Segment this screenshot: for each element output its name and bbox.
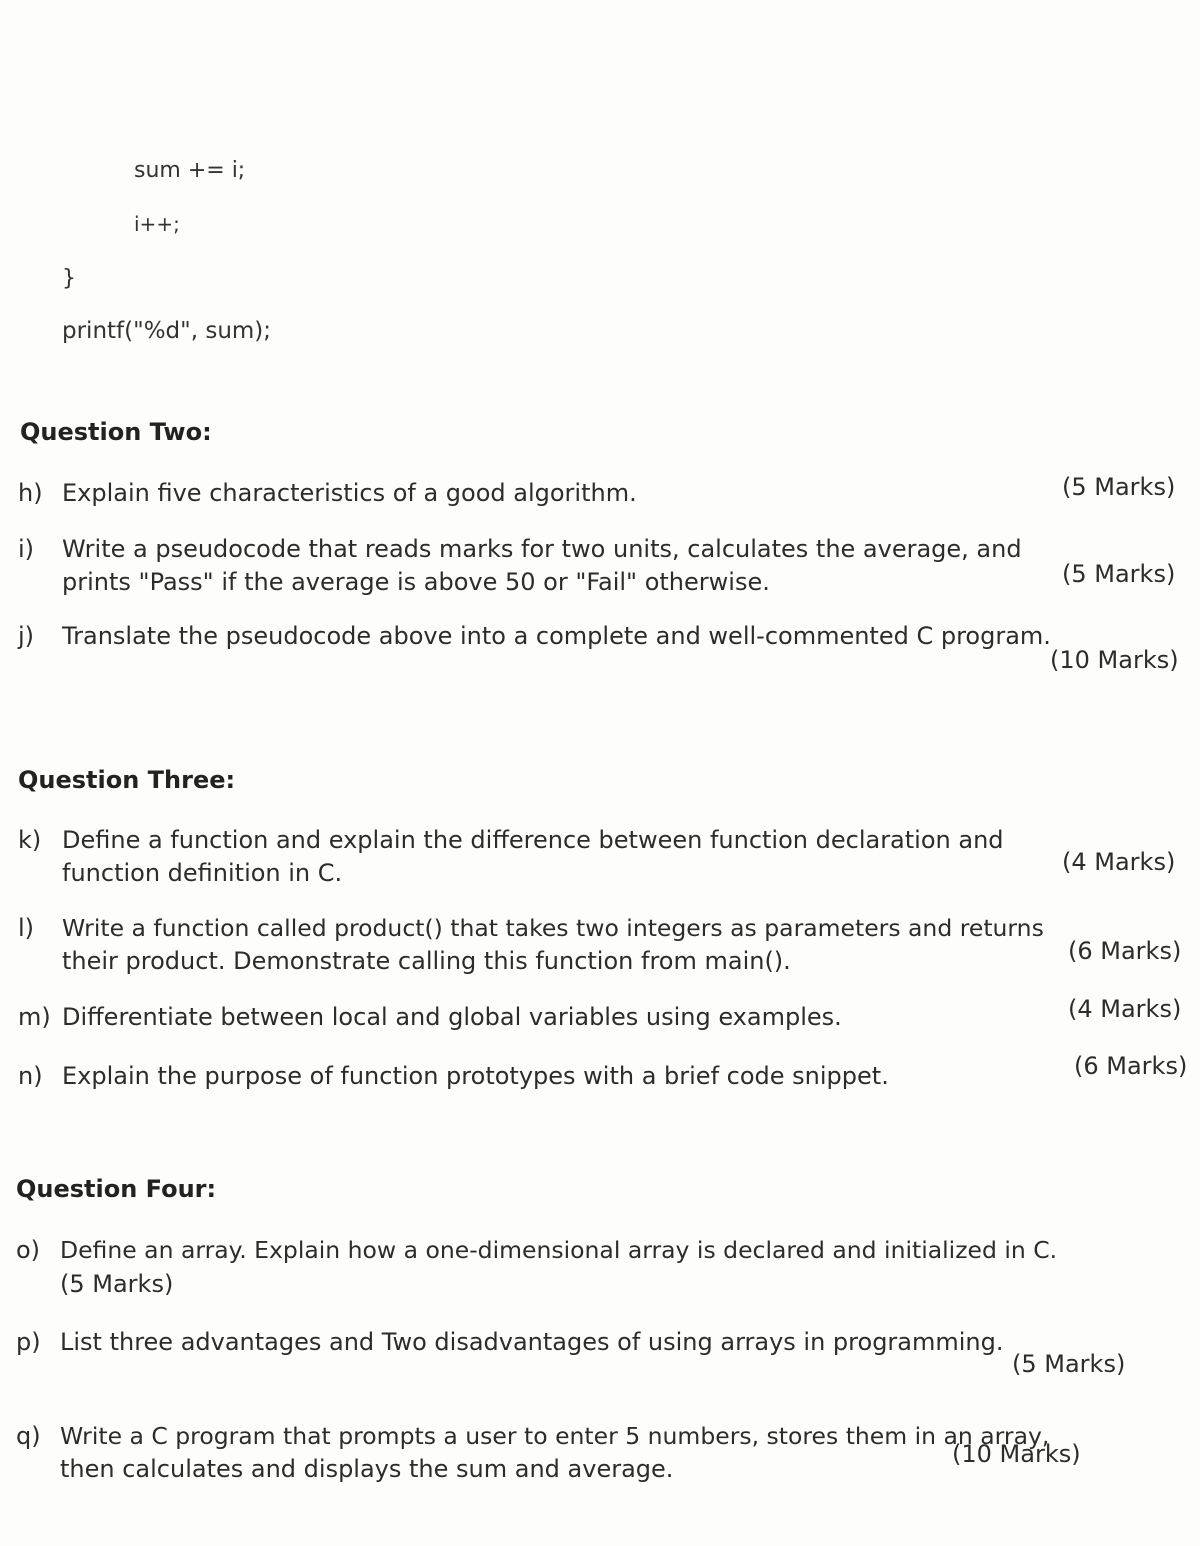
- question-item-m: [18, 1001, 1188, 1034]
- item-marks-h: (5 Marks): [1062, 473, 1176, 501]
- code-line-printf: printf("%d", sum);: [62, 318, 272, 344]
- item-letter: l): [18, 914, 35, 942]
- item-text-continued: function definition in C.: [62, 859, 343, 887]
- item-marks-q: (10 Marks): [952, 1440, 1081, 1468]
- item-letter: p): [16, 1328, 41, 1356]
- item-letter: j): [18, 622, 35, 650]
- item-letter: m): [18, 1003, 51, 1031]
- item-text: Define an array. Explain how a one-dimensional array is declared and initialized in C.: [60, 1236, 1058, 1264]
- item-letter: q): [16, 1422, 41, 1450]
- item-marks-m: (4 Marks): [1068, 995, 1182, 1023]
- item-text: Write a function called product() that takes two integers as parameters and returns: [62, 914, 1044, 942]
- question-item-p: [16, 1326, 1186, 1359]
- item-text-continued: prints "Pass" if the average is above 50 or "Fail" otherwise.: [62, 568, 770, 596]
- question-item-h: [18, 477, 1188, 510]
- item-letter: o): [16, 1236, 41, 1264]
- item-marks-n: (6 Marks): [1074, 1052, 1188, 1080]
- item-text: Define a function and explain the difference between function declaration and: [62, 826, 1004, 854]
- question-three-heading: Question Three:: [18, 766, 236, 794]
- code-line-sum: sum += i;: [134, 158, 246, 183]
- item-text: List three advantages and Two disadvantages of using arrays in programming.: [60, 1328, 1004, 1356]
- question-item-n: [18, 1060, 1188, 1093]
- item-letter: i): [18, 535, 35, 563]
- item-letter: h): [18, 479, 43, 507]
- item-marks-p: (5 Marks): [1012, 1350, 1126, 1378]
- item-text: Explain the purpose of function prototypes with a brief code snippet.: [62, 1062, 889, 1090]
- question-four-heading: Question Four:: [16, 1175, 217, 1203]
- item-letter: k): [18, 826, 42, 854]
- item-text: Write a pseudocode that reads marks for two units, calculates the average, and: [62, 535, 1022, 563]
- code-line-increment: i++;: [134, 212, 180, 236]
- question-item-l: [18, 912, 1188, 978]
- question-item-j: [18, 620, 1188, 653]
- item-marks-i: (5 Marks): [1062, 560, 1176, 588]
- question-two-heading: Question Two:: [20, 418, 212, 446]
- question-item-k: [18, 824, 1188, 890]
- item-text: Translate the pseudocode above into a complete and well-commented C program.: [62, 622, 1051, 650]
- question-item-i: [18, 533, 1188, 599]
- item-text: Explain five characteristics of a good algorithm.: [62, 479, 637, 507]
- item-text: Write a C program that prompts a user to enter 5 numbers, stores them in an array,: [60, 1422, 1050, 1450]
- item-text-continued: their product. Demonstrate calling this function from main().: [62, 947, 791, 975]
- code-line-closing-brace: }: [62, 266, 76, 291]
- item-marks-k: (4 Marks): [1062, 848, 1176, 876]
- item-marks-j: (10 Marks): [1050, 646, 1179, 674]
- item-text: Differentiate between local and global variables using examples.: [62, 1003, 842, 1031]
- item-marks-o: (5 Marks): [60, 1270, 174, 1298]
- item-text-continued: then calculates and displays the sum and average.: [60, 1455, 674, 1483]
- item-letter: n): [18, 1062, 43, 1090]
- item-marks-l: (6 Marks): [1068, 937, 1182, 965]
- question-item-o: [16, 1234, 1196, 1267]
